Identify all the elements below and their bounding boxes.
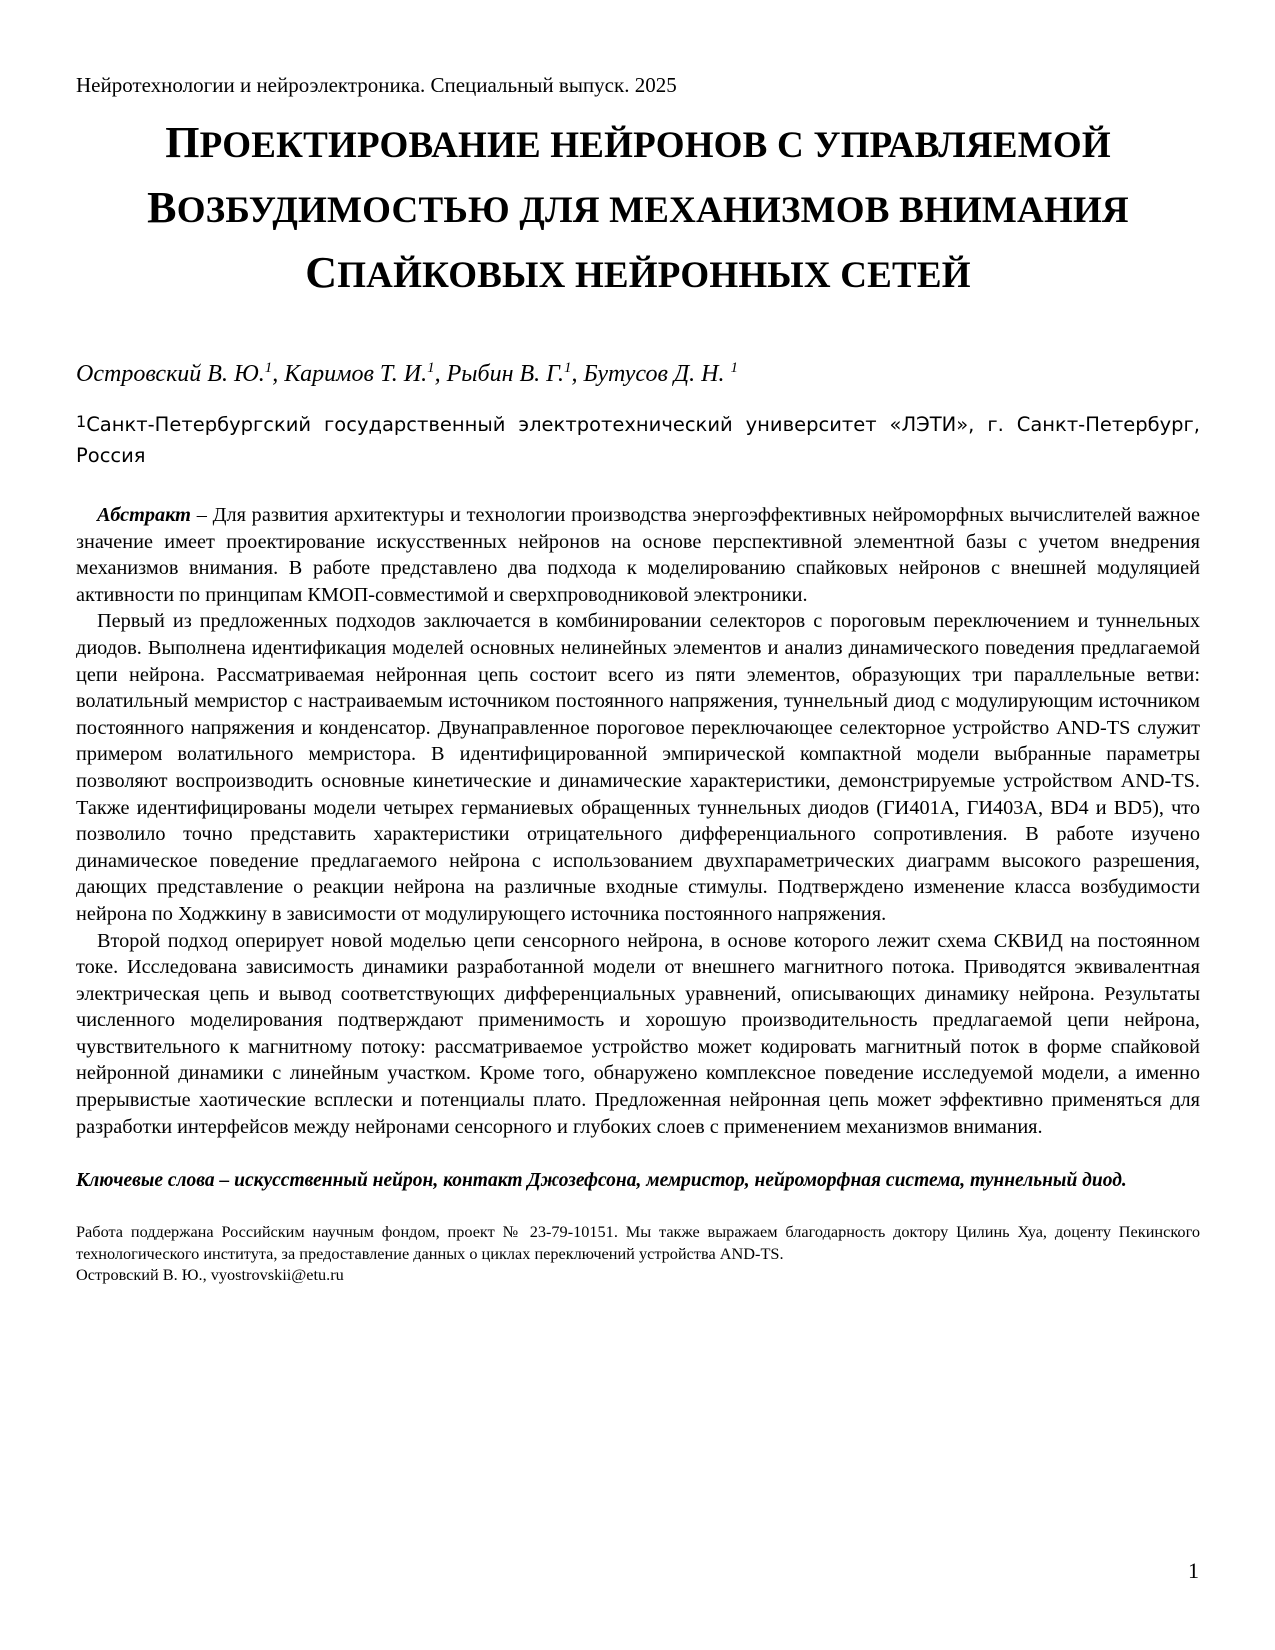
funding-note: Работа поддержана Российским научным фондом, проект № 23-79-10151. Мы также выражаем благодарность доктору Цилинь Хуа, доценту Пекинского технологического института, за предоставление данных о циклах переключений устройства AND-TS. [76,1222,1200,1263]
abstract-label: Абстракт [97,504,191,526]
abstract-dash: – [190,504,213,526]
affiliation-text: Санкт-Петербургский государственный электротехнический университет «ЛЭТИ», г. Санкт-Петербург, Россия [76,413,1200,467]
author-name: Рыбин В. Г. [446,361,564,387]
footnote [76,1221,1200,1286]
author-separator: , [571,361,584,387]
author-name: Каримов Т. И. [284,361,428,387]
affiliation-mark: 1 [76,412,87,431]
title-line-1: ПРОЕКТИРОВАНИЕ НЕЙРОНОВ С УПРАВЛЯЕМОЙ [165,118,1111,167]
author-name: Островский В. Ю. [76,361,265,387]
paper-page [76,72,1200,1286]
keywords: Ключевые слова – искусственный нейрон, контакт Джозефсона, мемристор, нейроморфная система, туннельный диод. [76,1170,1127,1192]
author-separator: , [434,361,447,387]
abstract-paragraph: Первый из предложенных подходов заключается в комбинировании селекторов с пороговым переключением и туннельных диодов. Выполнена идентификация моделей основных нелинейных элементов и анализ динамического поведения предлагаемой цепи нейрона. Рассматриваемая нейронная цепь состоит всего из пяти элементов, образующих три параллельные ветви: волатильный мемристор с настраиваемым источником постоянного напряжения, туннельный диод с модулирующим источником постоянного напряжения и конденсатор. Двунаправленное пороговое переключающее селекторное устройство AND-TS служит примером волатильного мемристора. В идентифицированной эмпирической компактной модели выбранные параметры позволяют воспроизводить основные кинетические и динамические характеристики, демонстрируемые устройством AND-TS. Также идентифицированы модели четырех германиевых обращенных туннельных диодов (ГИ401А, ГИ403А, BD4 и BD5), что позволило точно представить характеристики отрицательного дифференциального сопротивления. В работе изучено динамическое поведение предлагаемого нейрона с использованием двухпараметрических диаграмм высокого разрешения, дающих представление о реакции нейрона на различные входные стимулы. Подтверждено изменение класса возбудимости нейрона по Ходжкину в зависимости от модулирующего источника постоянного напряжения. [76,610,1200,925]
abstract-paragraph: Второй подход оперирует новой моделью цепи сенсорного нейрона, в основе которого лежит схема СКВИД на постоянном токе. Исследована зависимость динамики разработанной модели от внешнего магнитного потока. Приводятся эквивалентная электрическая цепь и вывод соответствующих дифференциальных уравнений, описывающих динамику нейрона. Результаты численного моделирования подтверждают применимость и хорошую производительность предлагаемой цепи нейрона, чувствительного к магнитному потоку: рассматриваемое устройство может кодировать магнитный поток в форме спайковой нейронной динамики с линейным участком. Кроме того, обнаружено комплексное поведение исследуемой модели, а именно прерывистые хаотические всплески и потенциалы плато. Предложенная нейронная цепь может эффективно применяться для разработки интерфейсов между нейронами сенсорного и глубоких слоев с применением механизмов внимания. [76,929,1200,1138]
author-affiliation-mark: 1 [730,360,738,376]
author-affiliation-mark: 1 [427,360,435,376]
journal-header: Нейротехнологии и нейроэлектроника. Специальный выпуск. 2025 [76,73,677,97]
author-separator: , [272,361,285,387]
contact-email: Островский В. Ю., vyostrovskii@etu.ru [76,1265,344,1285]
abstract-paragraph [76,502,1200,608]
abstract-section [76,502,1200,1140]
author-affiliation-mark: 1 [264,360,273,376]
paper-title [76,112,1200,307]
author-affiliation-mark: 1 [563,360,572,376]
title-line-3: СПАЙКОВЫХ НЕЙРОННЫХ СЕТЕЙ [305,248,971,297]
affiliation [76,409,1200,471]
page-number: 1 [1188,1558,1199,1583]
author-name: Бутусов Д. Н. [583,361,731,387]
abstract-text: Для развития архитектуры и технологии производства энергоэффективных нейроморфных вычислителей важное значение имеет проектирование искусственных нейронов на основе перспективной элементной базы с учетом внедрения механизмов внимания. В работе представлено два подхода к моделированию спайковых нейронов с внешней модуляцией активности по принципам КМОП-совместимой и сверхпроводниковой электроники. [76,504,1200,606]
author-list [76,359,1200,389]
title-line-2: ВОЗБУДИМОСТЬЮ ДЛЯ МЕХАНИЗМОВ ВНИМАНИЯ [147,183,1129,232]
